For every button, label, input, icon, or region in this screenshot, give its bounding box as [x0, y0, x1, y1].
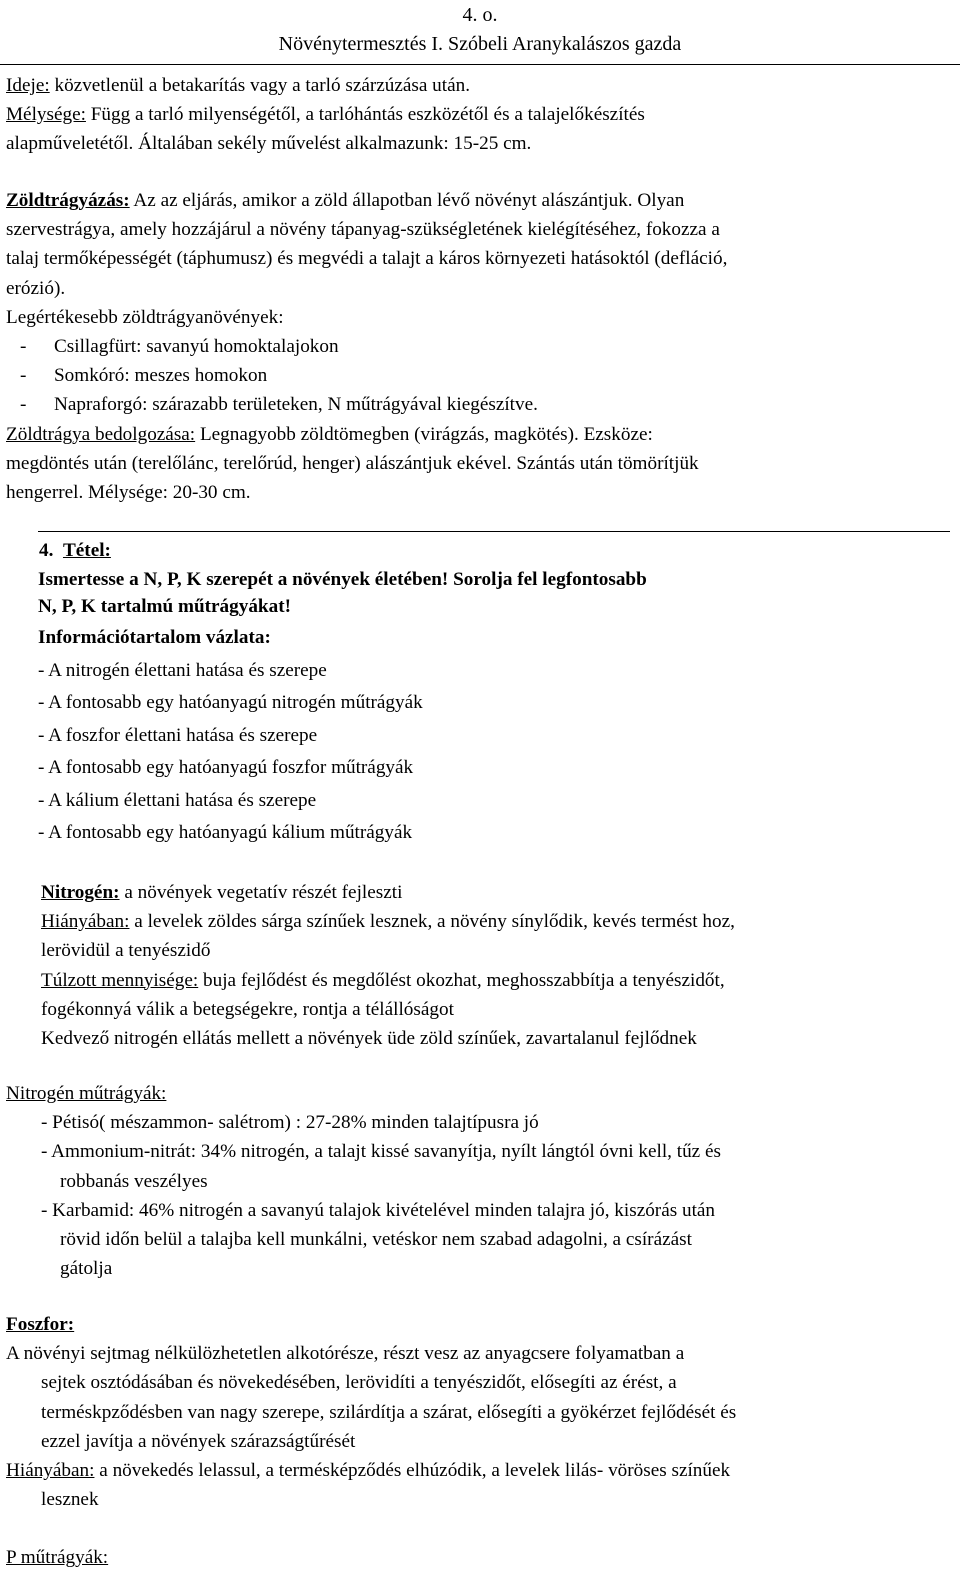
outline-section — [38, 622, 960, 850]
p-mutragyak-section — [6, 1543, 954, 1572]
list-item: - Karbamid: 46% nitrogén a savanyú talajok kivételével minden talajra jó, kiszórás után — [41, 1199, 716, 1221]
bedolgozas-text: Legnagyobb zöldtömegben (virágzás, magkötés). Ezsköze: — [195, 423, 653, 445]
list-item: - A nitrogén élettani hatása és szerepe — [38, 659, 327, 681]
zoldtragyazas-label: Zöldtrágyázás: — [6, 190, 130, 211]
tetel-number: 4. — [39, 540, 54, 561]
list-item: - A fontosabb egy hatóanyagú kálium műtrágyák — [38, 822, 413, 843]
nitrogen-mutragyak-section — [6, 1079, 954, 1283]
melysege-text: Függ a tarló milyenségétől, a tarlóhántás eszközétől és a talajelőkészítés — [85, 104, 645, 126]
list-item: - Ammonium-nitrát: 34% nitrogén, a talajt kissé savanyítja, nyílt lángtól óvni kell, tűz és — [41, 1141, 721, 1163]
list-item: - Napraforgó: szárazabb területeken, N műtrágyával kiegészítve. — [20, 394, 538, 416]
melysege-label: Mélysége: — [6, 104, 86, 126]
foszfor-section: Foszfor: A növényi sejtmag nélkülözhetetlen alkotórésze, részt vesz az anyagcsere folyamatban a sejtek osztódásában és növekedésében, lerövidíti a tenyészidőt, elősegíti az érést, a terméskpződésben van nagy szerepe, szilárdítja a szárat, elősegíti a gyökérzet fejlődését és ezzel javítja a növények szárazságtűrését Hiányában: a növekedés lelassul, a termésképződés elhúzódik, a levelek lilás- vöröses színűek lesznek — [6, 1310, 954, 1514]
tetel-question: Ismertesse a N, P, K szerepét a növények életében! Sorolja fel legfontosabb N, P, K tartalmú műtrágyákat! — [38, 569, 647, 617]
foszfor-hiany-label: Hiányában: — [6, 1459, 95, 1481]
ideje-label: Ideje: — [6, 75, 50, 96]
list-item: - Csillagfürt: savanyú homoktalajokon — [20, 335, 339, 357]
zoldtragyazas-line: szervestrágya, amely hozzájárul a növény tápanyag-szükségletének kielégítéséhez, fokozza a — [6, 219, 720, 241]
melysege-text-cont: alapműveletétől. Általában sekély művelést alkalmazunk: 15-25 cm. — [6, 133, 532, 155]
bedolgozas-label: Zöldtrágya bedolgozása: — [6, 423, 196, 445]
nitrogen-label: Nitrogén: — [41, 882, 120, 903]
list-item: - Somkóró: meszes homokon — [20, 365, 268, 387]
nitrogen-section: Nitrogén: a növények vegetatív részét fejleszti Hiányában: a levelek zöldes sárga színűek lesznek, a növény sínylődik, kevés termést hoz, lerövidül a tenyészidő Túlzott mennyisége: buja fejlődést és megdőlést okozhat, meghosszabbítja a tenyészidőt, fogékonnyá válik a betegségekre, rontja a télállóságot Kedvező nitrogén ellátás mellett a növények üde zöld színűek, zavartalanul fejlődnek — [41, 882, 735, 1049]
tetel-label: Tétel: — [62, 540, 111, 561]
list-item: - Pétisó( mészammon- salétrom) : 27-28% minden talajtípusra jó — [41, 1112, 539, 1134]
zoldtragyazas-line: erózió). — [6, 277, 66, 299]
zoldtragyazas-line: talaj termőképességét (táphumusz) és megvédi a talajt a káros környezeti hatásoktól (defláció, — [6, 248, 728, 270]
nitrogen-hiany-label: Hiányában: — [41, 911, 130, 933]
list-item: - A foszfor élettani hatása és szerepe — [38, 724, 318, 746]
bedolgozas-text: hengerrel. Mélysége: 20-30 cm. — [6, 481, 251, 503]
nitrogen-tul-label: Túlzott mennyisége: — [41, 969, 199, 991]
page-number: 4. o. — [462, 4, 498, 26]
bedolgozas-text: megdöntés után (terelőlánc, terelőrúd, henger) alászántjuk ekével. Szántás után tömörítjük — [6, 452, 699, 474]
tarlo-section — [6, 71, 954, 159]
list-item-cont: gátolja — [60, 1258, 113, 1280]
list-item-cont: robbanás veszélyes — [60, 1170, 208, 1192]
p-mutragyak-label: P műtrágyák: — [6, 1547, 109, 1568]
document-title: Növénytermesztés I. Szóbeli Aranykalászos gazda — [278, 33, 682, 55]
ideje-text: közvetlenül a betakarítás vagy a tarló szárzúzása után. — [49, 75, 471, 96]
foszfor-label: Foszfor: — [6, 1314, 75, 1335]
outline-title: Információtartalom vázlata: — [38, 627, 271, 648]
section-divider — [38, 531, 950, 532]
list-item: - A fontosabb egy hatóanyagú nitrogén műtrágyák — [38, 692, 423, 713]
zoldtragyazas-line: Az az eljárás, amikor a zöld állapotban lévő növényt alászántjuk. Olyan — [129, 190, 685, 211]
zoldtragyazas-section — [6, 186, 954, 507]
header-rule — [0, 64, 960, 65]
list-item: - A fontosabb egy hatóanyagú foszfor műtrágyák — [38, 757, 414, 778]
tetel-heading — [39, 536, 960, 565]
list-item-cont: rövid időn belül a talajba kell munkálni, vetéskor nem szabad adagolni, a csírázást — [60, 1228, 692, 1250]
zoldtragya-list-title: Legértékesebb zöldtrágyanövények: — [6, 306, 284, 328]
list-item: - A kálium élettani hatása és szerepe — [38, 789, 317, 811]
nitrogen-mutragyak-label: Nitrogén műtrágyák: — [6, 1083, 167, 1104]
